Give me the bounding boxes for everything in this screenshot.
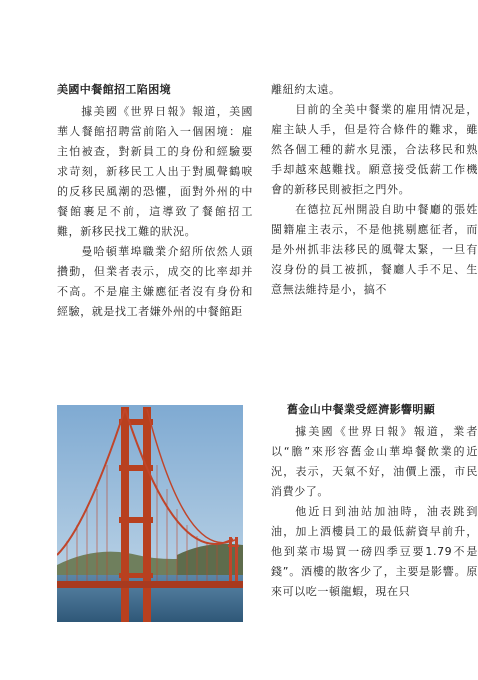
article-title: 舊金山中餐業受經濟影響明顯: [287, 403, 436, 416]
article-paragraph: 據美國《世界日報》報道，美國華人餐館招聘當前陷入一個困境：雇主怕被查，對新員工的身份和經驗要求苛刻，新移民工人出于對風聲鶴唳的反移民風潮的恐懼，面對外州的中餐館裹足不前，這導致了餐館招工難，新移民找工難的狀況。: [57, 105, 253, 238]
article-paragraph: 在德拉瓦州開設自助中餐廳的張姓閩籍雇主表示，不是他挑剔應征者，而是外州抓非法移民的風聲太緊，一旦有沒身份的員工被抓，餐廳人手不足、生意無法維持是小，搞不: [271, 203, 478, 296]
article-paragraph: 目前的全美中餐業的雇用情况是，雇主缺人手，但是符合條件的難求，雖然各個工種的薪水見漲，合法移民和熟手却越來越難找。願意接受低薪工作機會的新移民則被拒之門外。: [271, 103, 478, 196]
article-us-restaurant-hiring: [57, 80, 253, 322]
article-paragraph: 他近日到油站加油時，油表跳到油，加上酒樓員工的最低薪資早前升，他到菜市場買一磅四季豆要1.79不是錢”。酒樓的散客少了，主要是影響。原來可以吃一頓龍蝦，現在只: [271, 505, 478, 598]
article-paragraph: 離紐約太遠。: [271, 83, 341, 96]
article-title: 美國中餐館招工陷困境: [57, 83, 171, 96]
article-paragraph: 曼哈頓華埠職業介紹所依然人頭攢動，但業者表示，成交的比率却并不高。不是雇主嫌應征者沒有身份和經驗，就是找工者嫌外州的中餐館距: [57, 245, 253, 318]
article-sf-chinese-restaurants: [271, 400, 478, 602]
golden-gate-bridge-photo: [57, 405, 243, 622]
article-paragraph: 據美國《世界日報》報道，業者以“膽”來形容舊金山華埠餐飲業的近況，表示，天氣不好，油價上漲，市民消費少了。: [271, 425, 478, 498]
article-us-restaurant-hiring-continued: [271, 80, 478, 300]
